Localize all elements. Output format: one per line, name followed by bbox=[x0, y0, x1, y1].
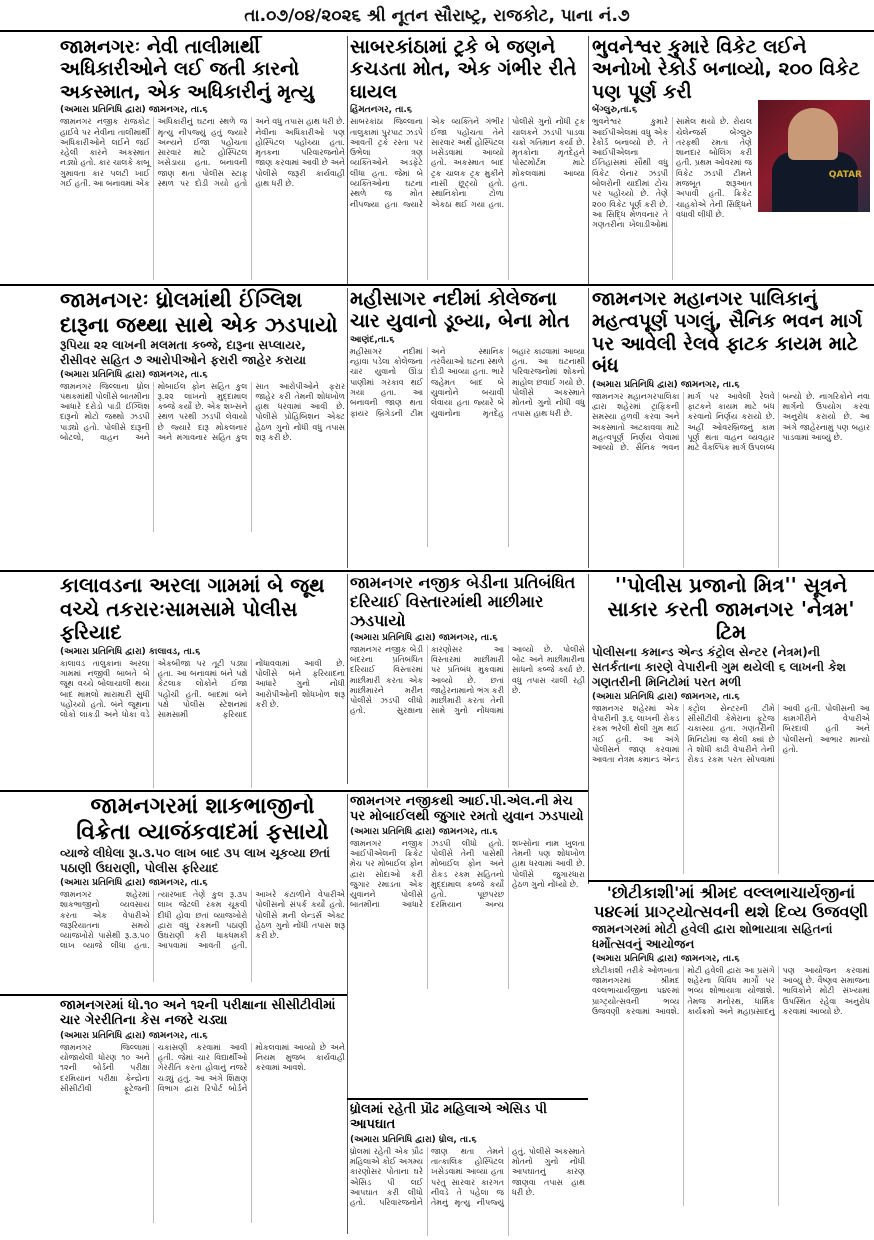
article-body: જામનગર નજીક આઈપીએલની ક્રિકેટ મેચ પર મોબાઈલ ફોન દ્વારા સોદાઓ કરી જુગાર રમાડતા એક યુવાનને પોલીસે બાતમીના આધારે ઝડપી લીધો હતો. પોલીસે તેની પાસેથી મોબાઈલ ફોન અને રોકડ રકમ સહિતનો મુદ્દામાલ કબ્જે કર્યો હતો. પૂછપરછ દરમિયાન અન્ય શખ્સોના નામ ખુલતા તેમની પણ શોધખોળ હાથ ધરવામાં આવી છે. પોલીસે જુગારધારા હેઠળ ગુનો નોંધ્યો છે. bbox=[350, 838, 585, 910]
byline: (અમારા પ્રતિનિધિ દ્વારા) ધ્રોલ, તા.૬ bbox=[350, 1134, 477, 1145]
byline: (અમારા પ્રતિનિધિ દ્વારા) જામનગર, તા.૬ bbox=[592, 953, 740, 964]
headline: ભુવનેશ્વર કુમારે વિકેટ લઈને અનોખો રેકોર્ડ બનાવ્યો, ૨૦૦ વિકેટ પણ પૂર્ણ કરી bbox=[592, 36, 860, 103]
article-body: જામનગર શહેરમાં એક વેપારીની રૂ.૬ લાખની રોકડ રકમ ભરેલી થેલી ગુમ થઈ ગઈ હતી. આ અંગે પોલીસને જાણ કરવામાં આવતા નેત્રમ કમાન્ડ એન્ડ કંટ્રોલ સેન્ટરની ટીમે સીસીટીવી કેમેરાના ફૂટેજ ચકાસ્યા હતા. ગણતરીની મિનિટોમાં જ થેલી ક્યાં છે તે શોધી કાઢી વેપારીને તેની રોકડ રકમ પરત સોંપવામાં આવી હતી. પોલીસની આ કામગીરીને વેપારીએ બિરદાવી હતી અને પોલીસનો આભાર માન્યો હતો. bbox=[592, 703, 870, 765]
subheadline: વ્યાજે લીધેલા રૂા.૩.૫૦ લાખ બાદ ૩૫ લાખ ચૂકવ્યા છતાં પઠાણી ઉઘરાણી, પોલીસ ફરિયાદ bbox=[60, 845, 330, 875]
headline: જામનગરઃ ધ્રોલમાંથી ઈંગ્લિશ દારૂના જથ્થા સાથે એક ઝડપાયો bbox=[60, 288, 338, 337]
headline: જામનગરઃ નેવી તાલીમાર્થી અધિકારીઓને લઈ જતી કારનો અકસ્માત, એક અધિકારીનું મૃત્યુ bbox=[60, 36, 315, 103]
article-body: મહીસાગર નદીમાં ન્હાવા પડેલા કોલેજના ચાર યુવાનો ઊંડા પાણીમાં ગરકાવ થઈ ગયા હતા. આ બનાવની જાણ થતા ફાયર બ્રિગેડની ટીમ અને સ્થાનિક તરવૈયાઓ ઘટના સ્થળે દોડી આવ્યા હતા. ભારે જહેમત બાદ બે યુવાનોને બચાવી લેવાયા હતા જ્યારે બે યુવાનોના મૃતદેહ બહાર કાઢવામાં આવ્યા હતા. આ ઘટનાથી પરિવારજનોમાં શોકનો માહોલ છવાઈ ગયો છે. પોલીસે અકસ્માતે મોતનો ગુનો નોંધી વધુ તપાસ હાથ ધરી છે. bbox=[350, 346, 585, 418]
byline: (અમારા પ્રતિનિધિ દ્વારા) જામનગર, તા.૬ bbox=[60, 369, 208, 380]
article-exam bbox=[60, 998, 345, 1236]
cricketer-photo bbox=[758, 100, 870, 212]
article-body: સાબરકાંઠા જિલ્લાના તાલુકામાં પુરપાટ ઝડપે આવતી ટ્રકે રસ્તા પર ઉભેલા ત્રણ વ્યક્તિઓને અડફેટે લીધા હતા. જેમાં બે વ્યક્તિઓના ઘટના સ્થળે જ મોત નીપજ્યા હતા જ્યારે એક વ્યક્તિને ગંભીર ઈજા પહોંચતા તેને સારવાર અર્થે હોસ્પિટલ ખસેડવામાં આવ્યો હતો. અકસ્માત બાદ ટ્રક ચાલક ટ્રક મુકીને નાસી છૂટ્યો હતો. સ્થાનિકોના ટોળા એકઠા થઈ ગયા હતા. પોલીસે ગુનો નોંધી ટ્રક ચાલકને ઝડપી પાડવા ચક્રો ગતિમાન કર્યા છે. મૃતકોના મૃતદેહને પોસ્ટમોર્ટમ માટે મોકલવામાં આવ્યા હતા. bbox=[350, 117, 585, 209]
article-vallabh bbox=[592, 884, 870, 1236]
article-body: જામનગર નજીક બેડી બંદરના પ્રતિબંધિત દરિયાઈ વિસ્તારમાં માછીમારી કરતા એક માછીમારને મરીન પોલીસે ઝડપી લીધો હતો. સુરક્ષાના કારણોસર આ વિસ્તારમાં માછીમારી પર પ્રતિબંધ મુકવામાં આવ્યો છે. છતાં જાહેરનામાનો ભંગ કરી માછીમારી કરતા તેની સામે ગુનો નોંધવામાં આવ્યો છે. પોલીસે બોટ અને માછીમારીના સાધનો કબ્જે કર્યા છે. વધુ તપાસ ચાલી રહી છે. bbox=[350, 644, 585, 716]
article-dhrol bbox=[60, 288, 345, 568]
headline: જામનગરમાં ધો.૧૦ અને ૧૨ની પરીક્ષાના સીસીટીવીમાં ચાર ગેરરીતિના કેસ નજરે ચડ્યા bbox=[60, 998, 336, 1029]
article-body: ભુવનેશ્વર કુમારે આઈપીએલમાં વધુ એક રેકોર્ડ બનાવ્યો છે. તે આઈપીએલના ઈતિહાસમાં સૌથી વધુ વિકેટ લેનાર ઝડપી બોલરોની યાદીમાં ટોચ પર પહોંચ્યો છે. તેણે ૨૦૦ વિકેટ પૂર્ણ કરી છે. આ સિદ્ધિ મેળવનાર તે ગણતરીના ખેલાડીઓમાં સામેલ થયો છે. રોયલ ચેલેન્જર્સ બેંગ્લુરુ તરફથી રમતા તેણે શાનદાર બોલિંગ કરી હતી. પ્રથમ ઓવરમાં જ વિકેટ ઝડપી ટીમને મજબૂત શરૂઆત અપાવી હતી. ક્રિકેટ ચાહકોએ તેની સિદ્ધિને વધાવી લીધી છે. bbox=[592, 117, 752, 230]
article-body: જામનગર નજીક રાજકોટ હાઈવે પર નેવીના તાલીમાર્થી અધિકારીઓને લઈને જઈ રહેલી કારને અકસ્માત નડ્યો હતો. કાર ચાલકે કાબૂ ગુમાવતા કાર પલટી ખાઈ ગઈ હતી. આ બનાવમાં એક અધિકારીનું ઘટના સ્થળે જ મૃત્યુ નીપજ્યું હતું જ્યારે અન્યને ઈજા પહોંચતા સારવાર માટે હોસ્પિટલ ખસેડાયા હતા. બનાવની જાણ થતા પોલીસ સ્ટાફ સ્થળ પર દોડી ગયો હતો અને વધુ તપાસ હાથ ધરી છે. નેવીના અધિકારીઓ પણ હોસ્પિટલ પહોંચ્યા હતા. મૃતકના પરિવારજનોને જાણ કરવામાં આવી છે અને પોલીસે જરૂરી કાર્યવાહી હાથ ધરી છે. bbox=[60, 117, 345, 188]
article-body: જામનગર જિલ્લાના ધ્રોલ પંથકમાંથી પોલીસે બાતમીના આધારે દરોડો પાડી ઈંગ્લિશ દારૂનો મોટો જથ્થો ઝડપી પાડ્યો હતો. પોલીસે દારૂની બોટલો, વાહન અને મોબાઈલ ફોન સહિત કુલ રૂ.૨૨ લાખનો મુદ્દામાલ કબ્જે કર્યો છે. એક શખ્સને સ્થળ પરથી ઝડપી લેવાયો છે જ્યારે દારૂ મોકલનાર અને મંગાવનાર સહિત કુલ સાત આરોપીઓને ફરાર જાહેર કરી તેમની શોધખોળ હાથ ધરવામાં આવી છે. પોલીસે પ્રોહિબિશન એક્ટ હેઠળ ગુનો નોંધી વધુ તપાસ શરૂ કરી છે. bbox=[60, 381, 345, 443]
article-body: ધ્રોલમાં રહેતી એક પ્રૌઢ મહિલાએ કોઈ અગમ્ય કારણોસર પોતાના ઘરે એસિડ પી લઈ આપઘાત કરી લીધો હતો. પરિવારજનોને જાણ થતા તેમને તાત્કાલિક હોસ્પિટલ ખસેડવામાં આવ્યા હતા પરંતુ સારવાર કારગત નીવડે તે પહેલા જ તેમનું મૃત્યુ નીપજ્યું હતું. પોલીસે અકસ્માતે મોતનો ગુનો નોંધી આપઘાતનું કારણ જાણવા તપાસ હાથ ધરી છે. bbox=[350, 1146, 585, 1208]
headline: કાલાવડના અરલા ગામમાં બે જૂથ વચ્ચે તકરારઃસામસામે પોલીસ ફરિયાદ bbox=[60, 574, 325, 645]
photo-caption: QATAR bbox=[828, 170, 862, 180]
masthead: તા.૦૭/૦૪/૨૦૨૬ શ્રી નૂતન સૌરાષ્ટ્ર, રાજકોટ, પાના નં.૭ bbox=[0, 0, 874, 32]
byline: (અમારા પ્રતિનિધિ દ્વારા) જામનગર, તા.૬ bbox=[350, 632, 498, 643]
byline: આણંદ,તા.૬ bbox=[350, 334, 395, 345]
byline: (અમારા પ્રતિનિધિ દ્વારા) જામનગર, તા.૬ bbox=[60, 1030, 208, 1041]
article-vegetable bbox=[60, 794, 345, 990]
byline: (અમારા પ્રતિનિધિ દ્વારા) જામનગર, તા.૬ bbox=[592, 691, 740, 702]
headline: ધ્રોલમાં રહેતી પ્રૌઢ મહિલાએ એસિડ પી આપઘાત bbox=[350, 1102, 547, 1133]
article-mahisagar bbox=[350, 288, 585, 568]
article-body: જામનગર જિલ્લામાં યોજાયેલી ધોરણ ૧૦ અને ૧૨ની બોર્ડની પરીક્ષા દરમિયાન પરીક્ષા કેન્દ્રોના સીસીટીવી ફૂટેજની ચકાસણી કરવામાં આવી હતી. જેમાં ચાર વિદ્યાર્થીઓ ગેરરીતિ કરતા હોવાનું નજરે ચડ્યું હતું. આ અંગે શિક્ષણ વિભાગ દ્વારા રિપોર્ટ બોર્ડને મોકલવામાં આવ્યો છે અને નિયમ મુજબ કાર્યવાહી કરવામાં આવશે. bbox=[60, 1042, 345, 1093]
byline: (અમારા પ્રતિનિધિ દ્વારા) જામનગર, તા.૬ bbox=[592, 379, 740, 390]
article-acid bbox=[350, 1102, 585, 1236]
article-body: છોટીકાશી તરીકે ઓળખાતા જામનગરમાં શ્રીમદ વલ્લભાચાર્યજીના ૫૪૯માં પ્રાગ્ટ્યોત્સવની ભવ્ય ઉજવણી કરવામાં આવશે. મોટી હવેલી દ્વારા આ પ્રસંગે શહેરના વિવિધ માર્ગો પર ભવ્ય શોભાયાત્રા યોજાશે. તેમજ મનોરથ, ધાર્મિક કાર્યક્રમો અને મહાપ્રસાદનું પણ આયોજન કરવામાં આવ્યું છે. વૈષ્ણવ સમાજના ભાવિકોને મોટી સંખ્યામાં ઉપસ્થિત રહેવા અનુરોધ કરવામાં આવ્યો છે. bbox=[592, 965, 870, 1016]
headline: ''પોલીસ પ્રજાનો મિત્ર'' સૂત્રને સાકાર કરતી જામનગર 'નેત્રમ' ટિમ bbox=[607, 574, 855, 645]
article-body: જામનગર શહેરમાં શાકભાજીનો વ્યવસાય કરતા એક વેપારીએ જરૂરિયાતના સમયે વ્યાજખોરો પાસેથી રૂ.૩.૫૦ લાખ વ્યાજે લીધા હતા. ત્યારબાદ તેણે કુલ રૂ.૩૫ લાખ જેટલી રકમ ચૂકવી દીધી હોવા છતાં વ્યાજખોરો દ્વારા વધુ રકમની પઠાણી ઉઘરાણી કરી ધાકધમકી આપવામાં આવતી હતી. આખરે કંટાળીને વેપારીએ પોલીસનો સંપર્ક કર્યો હતો. પોલીસે મની લેન્ડર્સ એક્ટ હેઠળ ગુનો નોંધી તપાસ શરૂ કરી છે. bbox=[60, 889, 345, 951]
article-body: જામનગર મહાનગરપાલિકા દ્વારા શહેરમાં ટ્રાફિકની સમસ્યા હળવી કરવા અને અકસ્માતો અટકાવવા માટે મહત્વપૂર્ણ નિર્ણય લેવામાં આવ્યો છે. સૈનિક ભવન માર્ગ પર આવેલી રેલવે ફાટકને કાયમ માટે બંધ કરવાનો નિર્ણય કરાયો છે. અહીં ઓવરબ્રિજનું કામ પૂર્ણ થતા વાહન વ્યવહાર માટે વૈકલ્પિક માર્ગ ઉપલબ્ધ બન્યો છે. નાગરિકોને નવા માર્ગનો ઉપયોગ કરવા અનુરોધ કરાયો છે. આ અંગે જાહેરનામું પણ બહાર પાડવામાં આવ્યું છે. bbox=[592, 391, 870, 453]
headline: 'છોટીકાશી'માં શ્રીમદ વલ્લભાચાર્યજીનાં ૫૪૯માં પ્રાગ્ટ્યોત્સવની થશે દિવ્ય ઉજવણી bbox=[593, 884, 869, 921]
article-sabarkantha bbox=[350, 36, 585, 280]
headline: જામનગર નજીક બેડીના પ્રતિબંધિત દરિયાઈ વિસ્તારમાંથી માછીમાર ઝડપાયો bbox=[350, 574, 576, 630]
byline: (અમારા પ્રતિનિધિ દ્વારા) જામનગર, તા.૬ bbox=[60, 877, 208, 888]
article-navy bbox=[60, 36, 345, 280]
article-iplbet bbox=[350, 794, 585, 994]
headline: જામનગરમાં શાકભાજીનો વિક્રેતા વ્યાજંકવાદમાં ફસાયો bbox=[76, 794, 329, 845]
subheadline: પોલીસના કમાન્ડ એન્ડ કંટ્રોલ સેન્ટર (નેત્રમ)ની સતર્કતાના કારણે વેપારીની ગુમ થયેલી ૬ લાખની કેશ ગણતરીની મિનિટોમાં પરત મળી bbox=[592, 644, 846, 689]
article-railway bbox=[592, 288, 870, 568]
headline: સાબરકાંઠામાં ટ્રકે બે જણને કચડતા મોત, એક ગંભીર રીતે ઘાયલ bbox=[350, 36, 577, 103]
byline: હિંમતનગર, તા.૬ bbox=[350, 105, 412, 116]
byline: (અમારા પ્રતિનિધિ દ્વારા) કાલાવડ, તા.૬ bbox=[60, 646, 201, 657]
byline: (અમારા પ્રતિનિધિ દ્વારા) જામનગર, તા.૬ bbox=[60, 105, 208, 116]
article-kalavad bbox=[60, 574, 345, 788]
article-netram bbox=[592, 574, 870, 874]
headline: મહીસાગર નદીમાં કોલેજના ચાર યુવાનો ડૂબ્યા, બેના મોત bbox=[350, 288, 570, 333]
subheadline: જામનગરમાં મોટી હવેલી દ્વારા શોભાયાત્રા સહિતનાં ધર્મોત્સવનું આયોજન bbox=[592, 921, 833, 951]
article-bedi bbox=[350, 574, 585, 788]
byline: (અમારા પ્રતિનિધિ દ્વારા) જામનગર, તા.૬ bbox=[350, 826, 498, 837]
headline: જામનગર મહાનગર પાલિકાનું મહત્વપૂર્ણ પગલું, સૈનિક ભવન માર્ગ પર આવેલી રેલવે ફાટક કાયમ માટે બંધ bbox=[592, 288, 863, 378]
subheadline: રૂપિયા ૨૨ લાખની મલમતા કબ્જે, દારૂના સપ્લાયર, રીસીવર સહિત ૭ આરોપીઓને ફરારી જાહેર કરાયા bbox=[60, 337, 306, 367]
headline: જામનગર નજીકથી આઈ.પી.એલ.ની મેચ પર મોબાઈલથી જુગાર રમતો યુવાન ઝડપાયો bbox=[350, 794, 584, 825]
byline: બેંગ્લુરુ,તા.૬ bbox=[592, 105, 637, 116]
article-body: કાલાવડ તાલુકાના અરલા ગામમાં નજીવી બાબતે બે જૂથ વચ્ચે બોલાચાલી થયા બાદ મામલો મારામારી સુધી પહોંચ્યો હતો. બંને જૂથના લોકો લાકડી અને ધોકા વડે એકબીજા પર તૂટી પડ્યા હતા. આ બનાવમાં બંને પક્ષે કેટલાક લોકોને ઈજા પહોંચી હતી. બાદમાં બંને પક્ષે પોલીસ સ્ટેશનમાં સામસામી ફરિયાદ નોંધાવવામાં આવી છે. પોલીસે બંને ફરિયાદના આધારે ગુનો નોંધી આરોપીઓની શોધખોળ શરૂ કરી છે. bbox=[60, 658, 345, 720]
